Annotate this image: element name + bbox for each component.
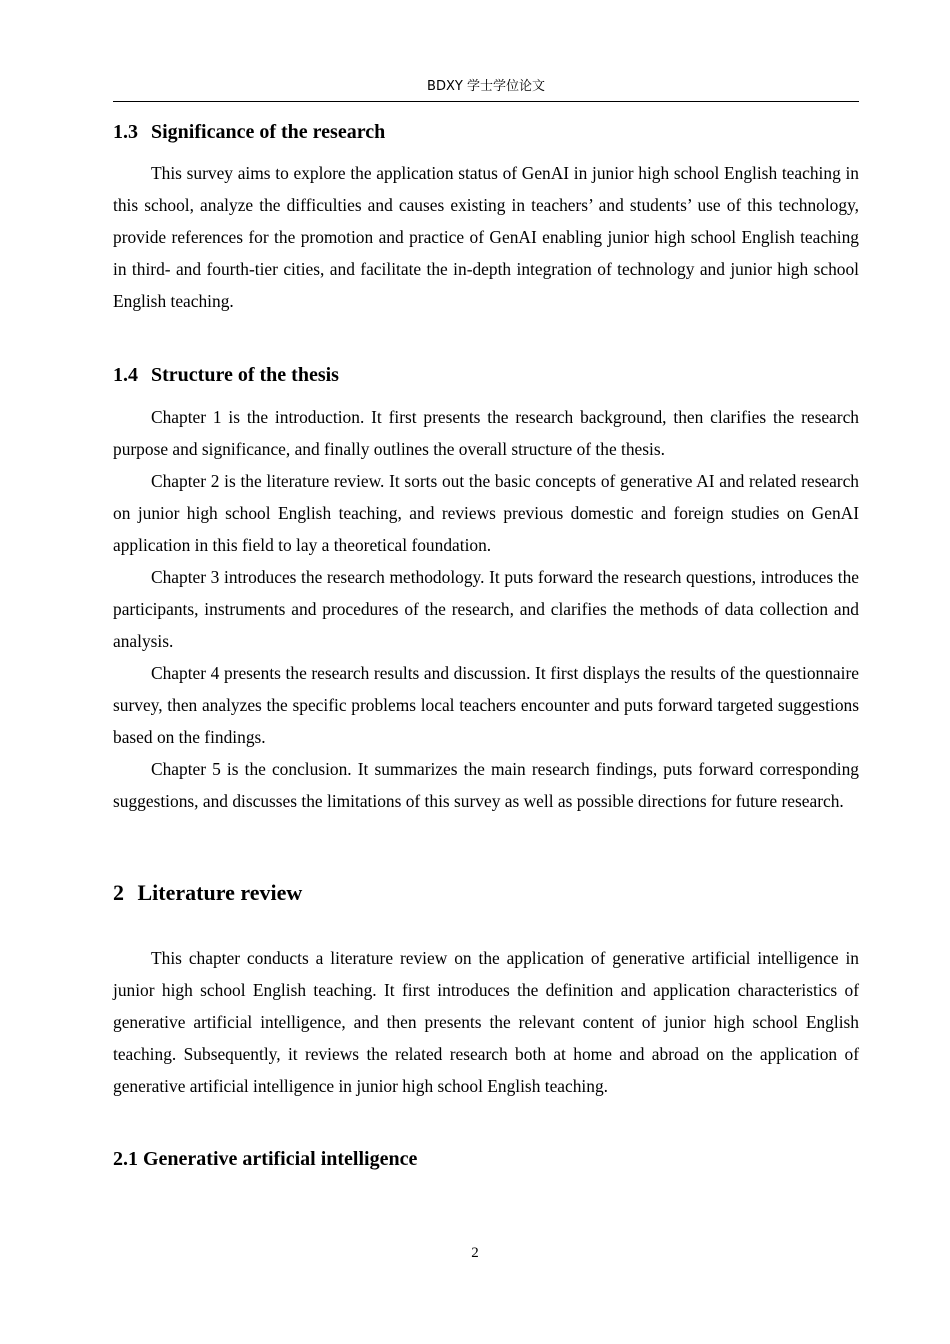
- section-heading-1-4: [113, 360, 859, 390]
- chapter-heading-2: [113, 877, 859, 909]
- section-title: Generative artificial intelligence: [143, 1148, 418, 1170]
- paragraph: Chapter 5 is the conclusion. It summarizes the main research findings, puts forward corresponding suggestions, and discusses the limitations of this survey as well as possible directions for future research.: [113, 759, 859, 811]
- section-number: 2.1: [113, 1148, 138, 1170]
- running-title: BDXY 学士学位论文: [427, 79, 545, 94]
- section-title: Structure of the thesis: [151, 364, 339, 386]
- running-header: [113, 76, 859, 102]
- chapter-number: 2: [113, 880, 124, 905]
- page-number: 2: [471, 1245, 479, 1261]
- paragraph: Chapter 1 is the introduction. It first presents the research background, then clarifies the research purpose and significance, and finally outlines the overall structure of the thesis.: [113, 407, 859, 459]
- paragraph: Chapter 3 introduces the research methodology. It puts forward the research questions, introduces the participants, instruments and procedures of the research, and clarifies the methods of data collection and analysis.: [113, 567, 859, 651]
- page-body: [113, 117, 859, 1174]
- paragraph: Chapter 2 is the literature review. It sorts out the basic concepts of generative AI and related research on junior high school English teaching, and reviews previous domestic and foreign studies on GenAI application in this field to lay a theoretical foundation.: [113, 471, 859, 555]
- paragraph: This survey aims to explore the application status of GenAI in junior high school English teaching in this school, analyze the difficulties and causes existing in teachers’ and students’ use of this technology, provide references for the promotion and practice of GenAI enabling junior high school English teaching in third- and fourth-tier cities, and facilitate the in-depth integration of technology and junior high school English teaching.: [113, 163, 859, 311]
- section-number: 1.4: [113, 364, 138, 386]
- section-number: 1.3: [113, 121, 138, 143]
- paragraph: This chapter conducts a literature review on the application of generative artificial intelligence in junior high school English teaching. It first introduces the definition and application characteristics of generative artificial intelligence, and then presents the relevant content of junior high school English teaching. Subsequently, it reviews the related research both at home and abroad on the application of generative artificial intelligence in junior high school English teaching.: [113, 948, 859, 1096]
- paragraph: Chapter 4 presents the research results and discussion. It first displays the results of the questionnaire survey, then analyzes the specific problems local teachers encounter and puts forward targeted suggestions based on the findings.: [113, 663, 859, 747]
- section-heading-1-3: [113, 117, 859, 147]
- section-title: Significance of the research: [151, 121, 386, 143]
- section-heading-2-1: [113, 1144, 859, 1174]
- chapter-title: Literature review: [137, 880, 303, 905]
